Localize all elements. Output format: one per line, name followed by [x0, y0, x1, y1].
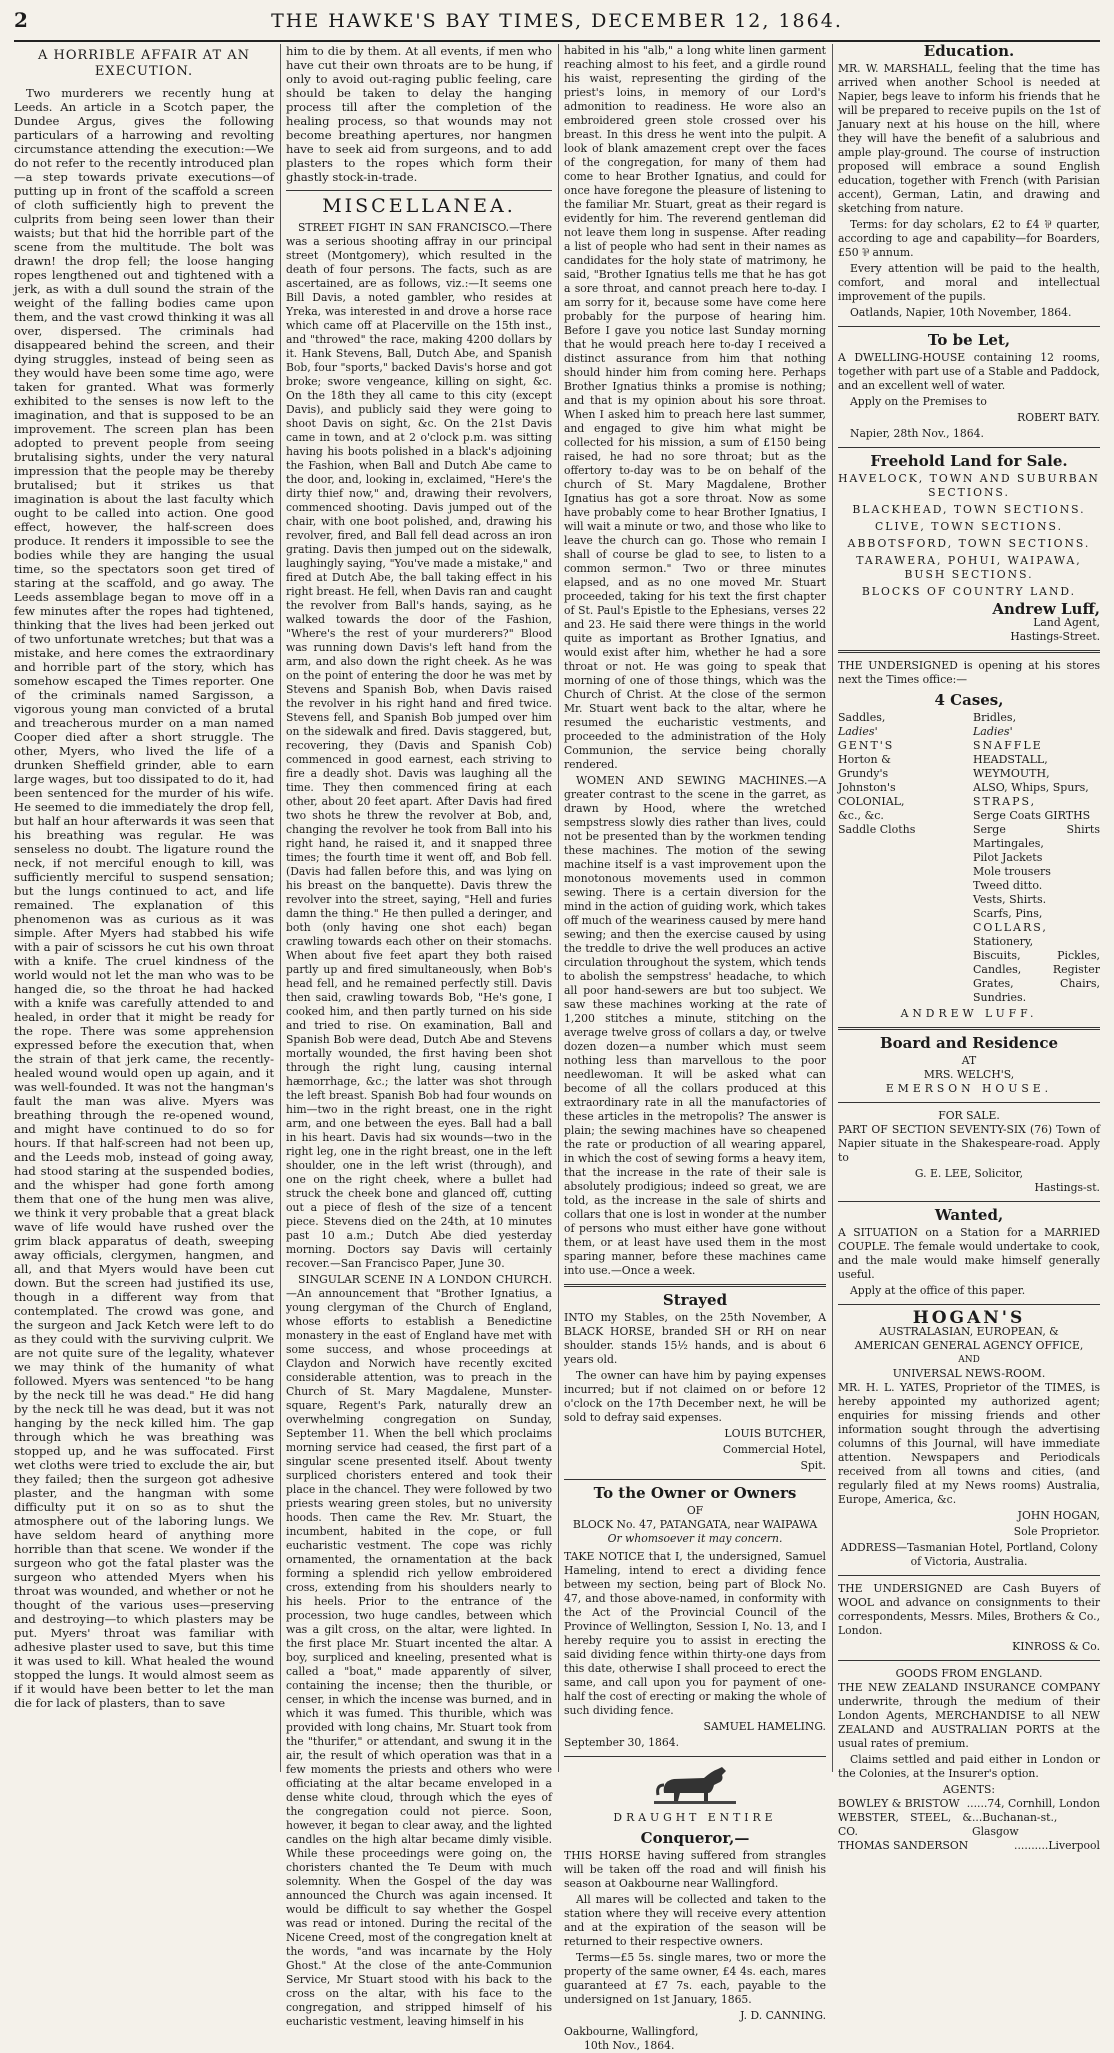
goods-item: STRAPS, [973, 795, 1037, 808]
ad-body: Every attention will be paid to the health, comfort, and moral and intellectual improvement of the pupils. [838, 262, 1100, 303]
agent-row [838, 1797, 1100, 1811]
ad-date: September 30, 1864. [564, 1736, 680, 1749]
goods-left-column [838, 711, 965, 1005]
divider [838, 1575, 1100, 1576]
ad-address: ADDRESS—Tasmanian Hotel, Portland, Colony of Victoria, Australia. [840, 1541, 1098, 1568]
agent-address: ...Buchanan-st., Glasgow [971, 1811, 1058, 1838]
goods-item: Serge Shirts Martingales, [973, 823, 1100, 850]
column-divider [280, 44, 281, 1772]
ad-subline: Or whomsoever it may concern. [607, 1532, 783, 1545]
divider [838, 1102, 1100, 1103]
ad-title-hogan: HOGAN'S [912, 1308, 1026, 1328]
goods-item: Serge Coats GIRTHS [973, 809, 1091, 822]
article-continuation: him to die by them. At all events, if men who have cut their own throats are to be hung, if only to avoid out-raging public feeling, care should be taken to delay the hanging process till after the completion of the healing process, so that wounds may not become breathing apertures, nor hangmen have to seek aid from surgeons, and to add plasters to the ropes which form their ghastly stock-in-trade. [286, 44, 552, 184]
agent-row [838, 1839, 1100, 1853]
ad-signature: ROBERT BATY. [1017, 411, 1100, 424]
ad-subline: AMERICAN GENERAL AGENCY OFFICE, [854, 1339, 1084, 1352]
ad-body: Terms—£5 5s. single mares, two or more the property of the same owner, £4 4s. each, mares guaranteed at £7 7s. each, payable to the undersigned on 1st January, 1865. [564, 1951, 826, 2006]
agent-name: THOMAS SANDERSON [838, 1839, 969, 1852]
column-3 [564, 44, 826, 2052]
ad-subline: AT [961, 1054, 977, 1067]
goods-item: Biscuits, Pickles, Candles, Register Grates, Chairs, Sundries. [973, 949, 1100, 1004]
article-paragraph: SINGULAR SCENE IN A LONDON CHURCH.—An announcement that "Brother Ignatius, a young clergyman of the Church of England, whose efforts to establish a Benedictine monastery in the east of England have met with some success, and whose proceedings at Claydon and Norwich have recently excited considerable attention, was to preach in the Church of St. Mary Magdalene, Munster-square, Regent's Park, naturally drew an overwhelming congregation on Sunday, September 11. When the bell which proclaims morning service had ceased, the first part of a singular scene presented itself. About twenty surpliced choristers entered and took their place in the chancel. They were followed by two priests wearing green stoles, but no university hoods. Then came the Rev. Mr. Stuart, the incumbent, habited in the cope, or full eucharistic vestment. The cope was richly ornamented, the ornamentation at the back forming a splendid rich yellow embroidered cross, extending from his shoulders nearly to his heels. Prior to the entrance of the procession, two huge candles, between which was a gilt cross, on the altar, were lighted. In the first place Mr. Stuart incented the altar. A boy, surpliced and kneeling, presented what is called a "boat," made apparently of silver, containing the incense; then the thurible, or censer, in which the incense was burned, and in which it was fumed. This thurible, which was provided with long chains, Mr. Stuart took from the "thurifer," or attendant, and swung it in the air, the result of which operation was that in a few moments the priests and others who were officiating at the altar became enveloped in a dense white cloud, through which the eyes of the congregation could not pierce. Soon, however, it began to clear away, and the lighted candles on the high altar became dimly visible. While these proceedings were going on, the choristers chanted the Te Deum with much solemnity. When the Gospel of the day was announced the Church was again incensed. It would be difficult to say whether the Gospel was read or intoned. During the recital of the Nicene Creed, most of the congregation knelt at the words, "and was incarnate by the Holy Ghost." At the close of the ante-Communion Service, Mr Stuart stood with his back to the cross on the altar, with his face to the congregation, and stripped himself of his eucharistic vestment, leaving himself in his [286, 1273, 552, 2028]
goods-item: SNAFFLE [973, 739, 1043, 752]
divider [564, 1756, 826, 1757]
divider [838, 1660, 1100, 1661]
goods-item: HEADSTALL, [973, 753, 1048, 766]
goods-item: Johnston's [838, 781, 896, 794]
column-divider [832, 44, 833, 1772]
land-section: HAVELOCK, TOWN AND SUBURBAN SECTIONS. [838, 472, 1100, 499]
ad-signature: Sole Proprietor. [1013, 1525, 1100, 1538]
ad-signature: Spit. [800, 1459, 826, 1472]
ad-body: Apply on the Premises to [850, 395, 987, 408]
goods-item: Bridles, [973, 711, 1017, 724]
divider [838, 1304, 1100, 1305]
ad-title-conqueror: Conqueror,— [640, 1829, 750, 1847]
ad-subline: AUSTRALASIAN, EUROPEAN, & [879, 1325, 1059, 1338]
ad-title-freehold: Freehold Land for Sale. [870, 452, 1068, 470]
goods-item: Saddles, [838, 711, 886, 724]
ad-body: All mares will be collected and taken to the station where they will receive every attention and at the expiration of the season will be returned to their respective owners. [564, 1893, 826, 1948]
goods-item: Ladies' [973, 725, 1013, 738]
divider [838, 650, 1100, 653]
ad-body: A SITUATION on a Station for a MARRIED COUPLE. The female would undertake to cook, and the male would make himself generally useful. [838, 1226, 1100, 1281]
land-section: BLOCKS OF COUNTRY LAND. [861, 585, 1077, 598]
page-number: 2 [14, 8, 28, 32]
agent-name: BOWLEY & BRISTOW [838, 1797, 960, 1810]
ad-signature: KINROSS & Co. [1012, 1640, 1100, 1653]
ad-date: 10th Nov., 1864. [584, 2039, 675, 2052]
ad-body: The owner can have him by paying expenses incurred; but if not claimed on or before 12 o'clock on the 17th December next, he will be sold to defray said expenses. [564, 1369, 826, 1424]
goods-item: Saddle Cloths [838, 823, 916, 836]
ad-body: THE NEW ZEALAND INSURANCE COMPANY underwrite, through the medium of their London Agents, MERCHANDISE to all NEW ZEALAND and AUSTRALIAN PORTS at the usual rates of premium. [838, 1681, 1100, 1750]
article-paragraph: WOMEN AND SEWING MACHINES.—A greater contrast to the scene in the garret, as drawn by Hood, where the wretched sempstress slowly dies rather than lives, could not be presented than by the workmen tending these machines. The motion of the sewing machine itself is a vast improvement upon the monotonous movements used in common sewing. There is a certain diversion for the mind in the action of guiding work, which takes off much of the weariness caused by mere hand sewing; and then the exercise caused by using the treddle to drive the well produces an active circulation throughout the system, which tends to abolish the sempstress' headache, to which all poor hand-sewers are but too subject. We saw these machines working at the rate of 1,200 stitches a minute, stitching on the average twelve gross of collars a day, or twelve dozen dozen—a number which must seem nothing less than marvellous to the poor needlewoman. It will be asked what can become of all the collars produced at this extraordinary rate in all the manufactories of these articles in the metropolis? The answer is plain; the sewing machines have so cheapened the rate or production of all wearing apparel, in which the cost of sewing forms a heavy item, that the increase in the rate of their sale is absolutely prodigious; indeed so great, we are told, as the increase in the sale of shirts and collars that one is lost in wonder at the number of persons who must either have gone without them, or at least have used them in the most sparing manner, before these machines came into use.—Once a week. [564, 774, 826, 1277]
ad-signature: G. E. LEE, Solicitor, [914, 1167, 1024, 1180]
goods-item: Grundy's [838, 767, 889, 780]
masthead [14, 6, 1100, 36]
ad-subline: AND [958, 1355, 980, 1365]
ad-signature: Commercial Hotel, [722, 1443, 826, 1456]
ad-title-education: Education. [923, 42, 1015, 60]
agent-role: Land Agent, [1033, 616, 1100, 629]
ad-title-board: Board and Residence [879, 1034, 1059, 1052]
ad-body: PART OF SECTION SEVENTY-SIX (76) Town of Napier situate in the Shakespeare-road. Apply to [838, 1123, 1100, 1164]
ad-subline: OF [686, 1504, 704, 1517]
divider [838, 1201, 1100, 1202]
ad-title-let: To be Let, [927, 331, 1011, 349]
agent-name: Andrew Luff, [992, 600, 1100, 618]
goods-item: Horton & [838, 753, 891, 766]
column-2 [286, 44, 552, 2028]
agents-label: AGENTS: [943, 1783, 995, 1796]
ad-date: Oatlands, Napier, 10th November, 1864. [850, 306, 1072, 319]
land-section: CLIVE, TOWN SECTIONS. [874, 520, 1064, 533]
goods-item: Vests, Shirts. [973, 893, 1047, 906]
goods-item: &c., &c. [838, 809, 884, 822]
ad-body: THE UNDERSIGNED are Cash Buyers of WOOL and advance on consignments to their correspondents, Messrs. Miles, Brothers & Co., London. [838, 1582, 1100, 1637]
ad-place: Hastings-st. [1034, 1181, 1100, 1194]
horse-illustration-icon [652, 1763, 738, 1807]
ad-title-goods: GOODS FROM ENGLAND. [895, 1667, 1043, 1680]
ad-body: INTO my Stables, on the 25th November, A BLACK HORSE, branded SH or RH on near shoulder. stands 15½ hands, and is about 6 years old. [564, 1311, 826, 1366]
agent-address: ......74, Cornhill, London [966, 1797, 1100, 1810]
ad-title-wanted: Wanted, [934, 1206, 1004, 1224]
ad-body: Claims settled and paid either in London or the Colonies, at the Insurer's option. [838, 1753, 1100, 1780]
goods-item: ALSO, Whips, Spurs, [973, 781, 1089, 794]
land-section: BLACKHEAD, TOWN SECTIONS. [852, 503, 1086, 516]
land-section: TARAWERA, POHUI, WAIPAWA, BUSH SECTIONS. [856, 554, 1082, 581]
ad-body: MR. H. L. YATES, Proprietor of the TIMES, is hereby appointed my authorized agent; enquiries for missing friends and other information sought through the advertising columns of this Journal, will have immediate attention. Newspapers and Periodicals received from all towns and cities, (and regularly filed at my News rooms) Australia, Europe, America, &c. [838, 1381, 1100, 1506]
section-heading: MISCELLANEA. [322, 195, 516, 217]
column-divider [558, 44, 559, 1772]
goods-list [838, 711, 1100, 1005]
ad-signature: JOHN HOGAN, [1017, 1509, 1100, 1522]
ad-subline: UNIVERSAL NEWS-ROOM. [892, 1367, 1046, 1380]
goods-item: COLONIAL, [838, 795, 905, 808]
goods-item: COLLARS, [973, 921, 1048, 934]
divider [564, 1284, 826, 1287]
article-paragraph: STREET FIGHT IN SAN FRANCISCO.—There was a serious shooting affray in our principal street (Montgomery), which resulted in the death of four persons. The facts, such as are ascertained, are as follows, viz.:—It seems one Bill Davis, a noted gambler, who resides at Yreka, was interested in and drove a horse race which came off at Placerville on the 15th inst., and "throwed" the race, making 4200 dollars by it. Hank Stevens, Ball, Dutch Abe, and Spanish Bob, four "sports," backed Davis's horse and got broke; swore vengeance, killing on sight, &c. On the 18th they all came to this city (except Davis), and publicly said they were going to shoot Davis on sight, &c. On the 21st Davis came in town, and at 2 o'clock p.m. was sitting having his boots polished in a black's adjoining the Fashion, when Ball and Dutch Abe came to the door, and, looking in, exclaimed, "Here's the dirty thief now," and, drawing their revolvers, commenced shooting. Davis jumped out of the chair, with one boot polished, and, drawing his revolver, fired, and Ball fell dead across an iron grating. Davis then jumped out on the sidewalk, laughingly saying, "You've made a mistake," and fired at Dutch Abe, the ball taking effect in his right breast. He fell, when Davis ran and caught the revolver from Ball's hands, saying, as he walked towards the door of the Fashion, "Where's the rest of your murderers?" Blood was running down Davis's left hand from the arm, and also down the right cheek. As he was on the point of entering the door he was met by Stevens and Spanish Bob, when Davis raised the revolver in his right hand and fired twice. Stevens fell, and Spanish Bob jumped over him on the sidewalk and fired. Davis staggered, but, recovering, they (Davis and Spanish Cob) commenced in good earnest, each striving to fire a deadly shot. Davis was laughing all the time. They then commenced firing at each other, about 20 feet apart. After Davis had fired two shots he threw the revolver at Bob, and, changing the revolver he took from Ball into his right hand, he raised it, and it snapped three times; the fourth time it went off, and Bob fell. (Davis had fallen before this, and was lying on his breast on the banquette). Davis threw the revolver into the street, saying, "Hell and furies damn the thing." He then pulled a deringer, and both (only having one shot each) began crawling towards each other on their stomachs. When about five feet apart they both raised partly up and fired simultaneously, when Bob's head fell, and he remained perfectly still. Davis then said, crawling towards Bob, "He's gone, I cooked him, and then partly turned on his side and tried to rise. On examination, Ball and Spanish Bob were dead, Dutch Abe and Stevens mortally wounded, the first having been shot through the right lung, causing internal hæmorrhage, &c.; the latter was shot through the left breast. Spanish Bob had four wounds on him—two in the right breast, one in the right arm, and one between the eyes. Ball had a ball in his heart. Davis had six wounds—two in the right leg, one in the right breast, one in the left shoulder, one in the left wrist (through), and one on the right cheek, where a bullet had struck the cheek bone and glanced off, cutting out a piece of flesh of the size of a tencent piece. Stevens died on the 24th, at 10 minutes past 10 a.m.; Dutch Abe died yesterday morning. Doctors say Davis will certainly recover.—San Francisco Paper, June 30. [286, 221, 552, 1270]
goods-item: Scarfs, Pins, [973, 907, 1043, 920]
ad-body: MR. W. MARSHALL, feeling that the time has arrived when another School is needed at Napier, begs leave to inform his friends that he will be prepared to receive pupils on the 1st of January next at his house on the hill, where they will have the benefit of a salubrious and ample play-ground. The course of instruction proposed will embrace a sound English education, together with French (with Parisian accent), German, Latin, and drawing and sketching from nature. [838, 62, 1100, 215]
divider [564, 1479, 826, 1480]
ad-title-sale: FOR SALE. [938, 1109, 1000, 1122]
ad-body: THE UNDERSIGNED is opening at his stores next the Times office:— [838, 659, 1100, 686]
ad-title-cases: 4 Cases, [934, 691, 1004, 709]
ad-body: Apply at the office of this paper. [850, 1284, 1026, 1297]
ad-subline: MRS. WELCH'S, [923, 1068, 1015, 1081]
divider [286, 190, 552, 191]
goods-item: Mole trousers [973, 865, 1051, 878]
ad-place: Oakbourne, Wallingford, [564, 2025, 699, 2038]
divider [838, 326, 1100, 327]
article-heading: A HORRIBLE AFFAIR AT AN EXECUTION. [37, 48, 251, 79]
ad-signature: J. D. CANNING. [740, 2009, 826, 2022]
agent-place: Hastings-Street. [1010, 630, 1100, 643]
ad-subline: EMERSON HOUSE. [885, 1082, 1053, 1095]
ad-body: THIS HORSE having suffered from strangles will be taken off the road and will finish his season at Oakbourne near Wallingford. [564, 1849, 826, 1890]
column-1 [14, 44, 274, 1772]
ad-title-owner: To the Owner or Owners [593, 1484, 797, 1502]
agent-name: WEBSTER, STEEL, & CO. [838, 1811, 972, 1838]
goods-item: Tweed ditto. [973, 879, 1043, 892]
ad-signature: SAMUEL HAMELING. [703, 1720, 826, 1733]
article-paragraph: Two murderers we recently hung at Leeds. An article in a Scotch paper, the Dundee Argus, gives the following particulars of a harrowing and revolting circumstance attending the execution:—We do not refer to the recently introduced plan—a step towards private executions—of putting up in front of the scaffold a screen of cloth sufficiently high to prevent the culprits from being seen lower than their waists; but that hid the horrible part of the scene from the multitude. The bolt was drawn! the drop fell; the loose hanging ropes lengthened out and tightened with a jerk, as with a dull sound the strain of the weight of the falling bodies came upon them, and the vast crowd thinking it was all over, dispersed. The criminals had disappeared behind the screen, and their dying struggles, instead of being seen as they would have been some time ago, were taken for granted. What was formerly exhibited to the senses is now left to the imagination, and that is supposed to be an improvement. The screen plan has been adopted to prevent people from seeing brutalising sights, under the very natural impression that the people may be thereby brutalised; but it strikes us that imagination is about the last faculty which ought to be called into action. One good effect, however, the half-screen does produce. It renders it impossible to see the bodies while they are hanging the usual time, so the spectators soon get tired of staring at the scaffold, and go away. The Leeds assemblage began to move off in a few minutes after the ropes had tightened, thinking that the lives had been jerked out of two unfortunate wretches; but that was a mistake, and here comes the extraordinary and horrible part of the story, which has somehow escaped the Times reporter. One of the criminals named Sargisson, a vigorous young man convicted of a brutal and treacherous murder on a man named Cooper died after a short struggle. The other, Myers, who lived the life of a drunken Sheffield grinder, able to earn large wages, but too dissipated to do it, had been sentenced for the murder of his wife. He seemed to die immediately the drop fell, but half an hour afterwards it was seen that his breathing was regular. He was senseless no doubt. The ligature round the neck, if not merciful enough to kill, was sufficiently merciful to suspend sensation; but the lungs continued to act, and life remained. The explanation of this phenomenon was as curious as it was simple. After Myers had stabbed his wife with a pair of scissors he cut his own throat with a knife. The cruel kindness of the world would not let the man who was to be hanged die, so the throat he had hacked with a knife was carefully attended to and healed, in order that it might be ready for the rope. There was some apprehension expressed before the execution that, when the strain of that jerk came, the recently-healed wound would open up again, and it was well-founded. It was not the hangman's fault the man was alive. Myers was breathing through the re-opened wound, and might have continued to do so for hours. If that half-screen had not been up, and the Leeds mob, instead of going away, had stood staring at the suspended bodies, and the whisper had gone forth among them that one of the hung men was alive, we think it very probable that a great black wave of life would have rushed over the grim black apparatus of death, sweeping away officials, clergymen, hangmen, and all, and that Myers would have been cut down. But the screen had justified its use, though in a different way from that contemplated. The crowd was gone, and the surgeon and Jack Ketch were left to do as they could with the surviving culprit. We are not quite sure of the legality, whatever we may think of the humanity of what followed. Myers was sentenced "to be hang by the neck till he was dead." He did hang by the neck till he was dead, but it was not hanging by the neck killed him. The gap through which he was breathing was stopped up, and he was suffocated. First wet cloths were tried to exclude the air, but they failed; then the surgeon got adhesive plaster, and the hangman with some difficulty put it on so as to shut the atmosphere out of the laboring lungs. We have seldom heard of anything more horrible than that scene. We wonder if the surgeon who got the fatal plaster was the surgeon who attended Myers when his throat was wounded, and whether or not he thought of the various uses—preserving and destroying—to which plasters may be put. Myers' throat was familiar with adhesive plaster used to save, but this time it was used to kill. What healed the wound stopped the lungs. It would almost seem as if it would have been better to let the man die for lack of plasters, than to save [14, 86, 274, 1710]
page-title: THE HAWKE'S BAY TIMES, DECEMBER 12, 1864. [271, 10, 843, 32]
goods-item: Stationery, [973, 935, 1034, 948]
divider [838, 1027, 1100, 1030]
ad-body: TAKE NOTICE that I, the undersigned, Samuel Hameling, intend to erect a dividing fence between my section, being part of Block No. 47, and those above-named, in conformity with the Act of the Provincial Council of the Province of Wellington, Session I, No. 13, and I hereby require you to assist in erecting the said dividing fence within thirty-one days from this date, otherwise I shall proceed to erect the same, and call upon you for payment of one-half the cost of erecting or making the whole of such dividing fence. [564, 1550, 826, 1717]
goods-item: Pilot Jackets [973, 851, 1043, 864]
goods-item: WEYMOUTH, [973, 767, 1050, 780]
ad-signature: LOUIS BUTCHER, [724, 1427, 826, 1440]
land-section: ABBOTSFORD, TOWN SECTIONS. [847, 537, 1091, 550]
ad-title-strayed: Strayed [662, 1291, 728, 1309]
article-continuation: habited in his "alb," a long white linen garment reaching almost to his feet, and a girdle round his waist, representing the girding of the priest's loins, in memory of our Lord's admonition to readiness. He wore also an embroidered green stole crossed over his breast. In this dress he went into the pulpit. A look of blank amazement crept over the faces of the congregation, for many of them had come to hear Brother Ignatius, and could for once have foregone the pleasure of listening to the familiar Mr. Stuart, great as their regard is evidently for him. The reverend gentleman did not leave them long in suspense. After reading a list of people who had sent in their names as candidates for the holy state of matrimony, he said, "Brother Ignatius tells me that he has got a sore throat, and cannot preach here to-day. I am sorry for it, because some have come here probably for the purpose of hearing him. Before I gave you notice last Sunday morning that he would preach here to-day I received a distinct assurance from him that nothing should hinder him from coming here. Perhaps Brother Ignatius thinks a promise is nothing; and that is my opinion about his sore throat. When I asked him to preach here last summer, and engaged to give him what might be collected for his mission, a sum of £150 being raised, he had no sore throat; but as the offertory to-day was to be on behalf of the church of St. Mary Magdalene, Brother Ignatius has got a sore throat. Now as some have probably come to hear Brother Ignatius, I will wait a minute or two, and those who like to leave the church can go. Those who remain I shall of course be glad to see, to listen to a common sermon." Two or three minutes elapsed, and as no one moved Mr. Stuart proceeded, taking for his text the first chapter of St. Paul's Epistle to the Ephesians, verses 22 and 23. He said there were things in the world quite as important as Brother Ignatius, and would exist after him, whether he had a sore throat or not. He was going to speak that morning of one of those things, which was the Church of Christ. At the close of the sermon Mr. Stuart went back to the altar, where he resumed the eucharistic vestments, and proceeded to the administration of the Holy Communion, the service being chorally rendered. [564, 44, 826, 771]
agent-row [838, 1811, 1100, 1839]
ad-subline: BLOCK No. 47, PATANGATA, near WAIPAWA [572, 1518, 818, 1531]
agent-address: ..........Liverpool [1014, 1839, 1100, 1852]
column-4 [838, 42, 1100, 1852]
ad-date: Napier, 28th Nov., 1864. [850, 427, 984, 440]
ad-body: A DWELLING-HOUSE containing 12 rooms, together with part use of a Stable and Paddock, and an excellent well of water. [838, 351, 1100, 392]
goods-item: Ladies' [838, 725, 878, 738]
ad-signature: ANDREW LUFF. [900, 1007, 1038, 1020]
ad-body: Terms: for day scholars, £2 to £4 ⅌ quarter, according to age and capability—for Boarders, £50 ⅌ annum. [838, 218, 1100, 259]
divider [838, 447, 1100, 448]
goods-item: GENT'S [838, 739, 895, 752]
goods-right-column [973, 711, 1100, 1005]
ad-label: DRAUGHT ENTIRE [613, 1811, 777, 1824]
